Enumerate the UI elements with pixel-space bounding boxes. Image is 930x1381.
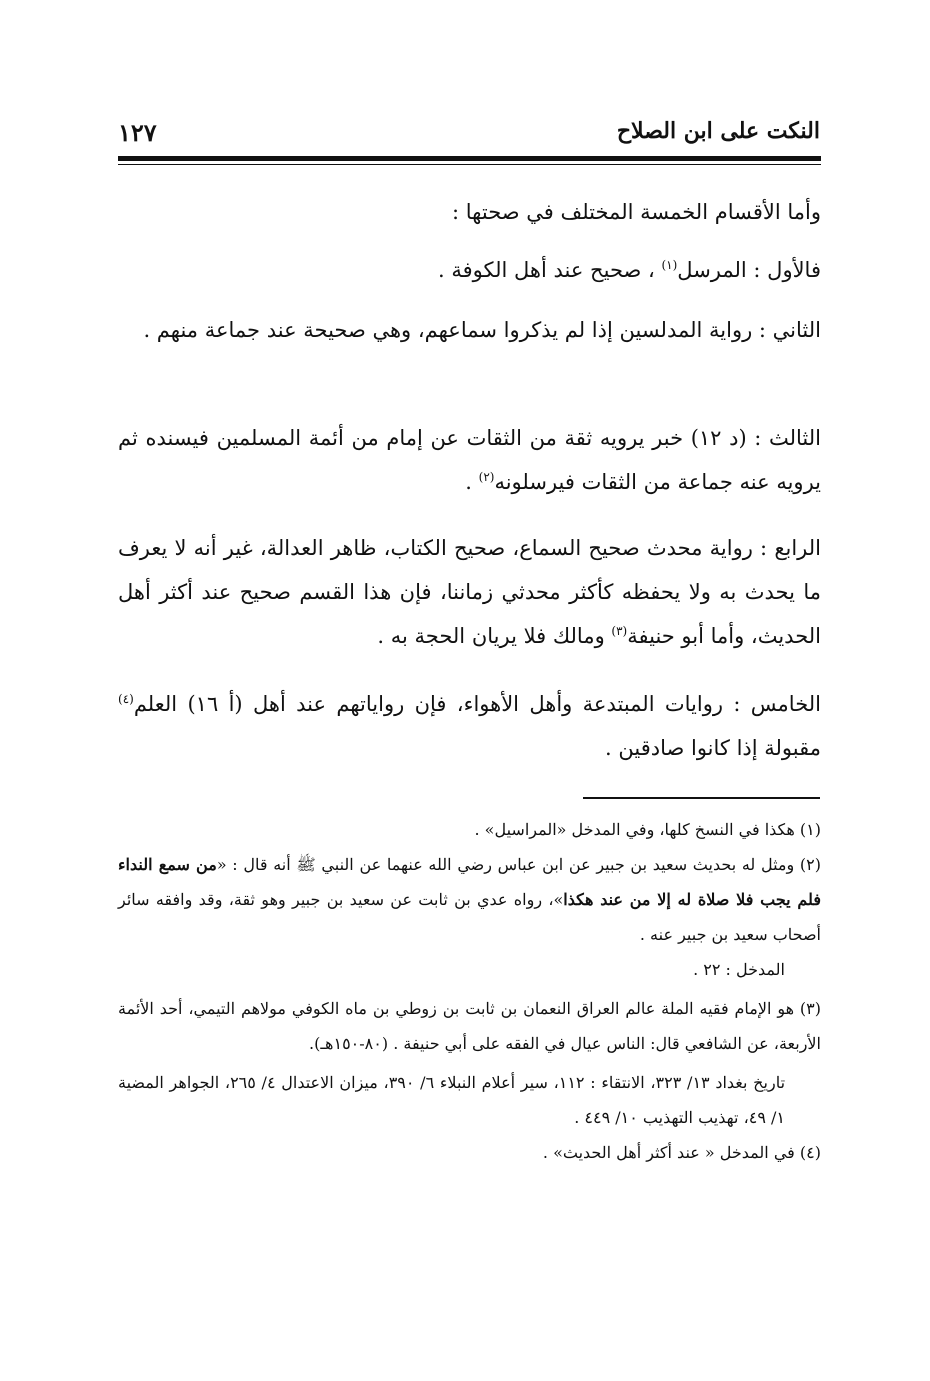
footnote-2-text-end: »، رواه عدي بن ثابت عن سعيد بن جبير وهو ثقة، وقد وافقه سائر أصحاب سعيد بن جبير عنه . [118, 890, 821, 944]
fifth-text-end: مقبولة إذا كانوا صادقين . [605, 736, 821, 760]
running-title: النكت على ابن الصلاح [616, 118, 820, 144]
third-text-end: . [465, 470, 479, 494]
paragraph-second [118, 308, 821, 352]
header-rule-thin [118, 164, 821, 165]
page-number: ١٢٧ [118, 118, 157, 147]
footnote-2 [118, 847, 821, 952]
footnote-1: (١) هكذا في النسخ كلها، وفي المدخل «المراسيل» . [474, 820, 821, 839]
paragraph-intro [118, 190, 821, 234]
footnote-separator [583, 797, 820, 799]
footnotes [118, 812, 821, 1170]
fifth-text: الخامس : روايات المبتدعة وأهل الأهواء، فإن رواياتهم عند أهل (أ ١٦) العلم [133, 692, 821, 716]
footnote-4: (٤) في المدخل « عند أكثر أهل الحديث» . [542, 1143, 821, 1162]
footnote-ref-2: (٢) [478, 470, 495, 484]
footnote-2-hadith: من سمع النداء فلم يجب فلا صلاة له إلا من عند هكذا [118, 855, 821, 909]
paragraph-fourth [118, 526, 821, 658]
paragraph-first [118, 248, 821, 292]
footnote-ref-1: (١) [661, 258, 678, 272]
third-text: الثالث : (د ١٢) خبر يرويه ثقة من الثقات عن إمام من أئمة المسلمين فيسنده ثم يرويه عنه جماعة من الثقات فيرسلونه [118, 426, 821, 494]
first-text-end: ، صحيح عند أهل الكوفة . [438, 258, 662, 282]
paragraph-third [118, 416, 821, 504]
footnote-2-source: المدخل : ٢٢ . [693, 960, 785, 979]
footnote-3: (٣) هو الإمام فقيه الملة عالم العراق النعمان بن ثابت بن زوطي بن ماه الكوفي مولاهم التيمي، أحد الأئمة الأربعة، عن الشافعي قال: الناس عيال في الفقه على أبي حنيفة . (٨٠-١٥٠هـ). [118, 999, 821, 1053]
first-text: فالأول : المرسل [677, 258, 821, 282]
footnote-ref-3: (٣) [611, 624, 628, 638]
fourth-text: الرابع : رواية محدث صحيح السماع، صحيح الكتاب، ظاهر العدالة، غير أنه لا يعرف ما يحدث به ولا يحفظه كأكثر محدثي زماننا، فإن هذا القسم صحيح عند أكثر أهل الحديث، وأما أبو حنيفة [118, 536, 821, 648]
header-rule-thick [118, 156, 821, 161]
second-text: الثاني : رواية المدلسين إذا لم يذكروا سماعهم، وهي صحيحة عند جماعة منهم . [143, 318, 821, 342]
footnote-3-references: تاريخ بغداد ١٣/ ٣٢٣، الانتقاء : ١١٢، سير أعلام النبلاء ٦/ ٣٩٠، ميزان الاعتدال ٤/ ٢٦٥، الجواهر المضية ١/ ٤٩، تهذيب التهذيب ١٠/ ٤٤٩ . [118, 1073, 786, 1127]
footnote-ref-4: (٤) [118, 692, 134, 706]
footnote-2-text: (٢) ومثل له بحديث سعيد بن جبير عن ابن عباس رضي الله عنهما عن النبي ﷺ أنه قال : « [216, 855, 822, 874]
paragraph-fifth [118, 682, 821, 770]
intro-text: وأما الأقسام الخمسة المختلف في صحتها : [452, 200, 821, 224]
fourth-text-end: ومالك فلا يريان الحجة به . [377, 624, 612, 648]
